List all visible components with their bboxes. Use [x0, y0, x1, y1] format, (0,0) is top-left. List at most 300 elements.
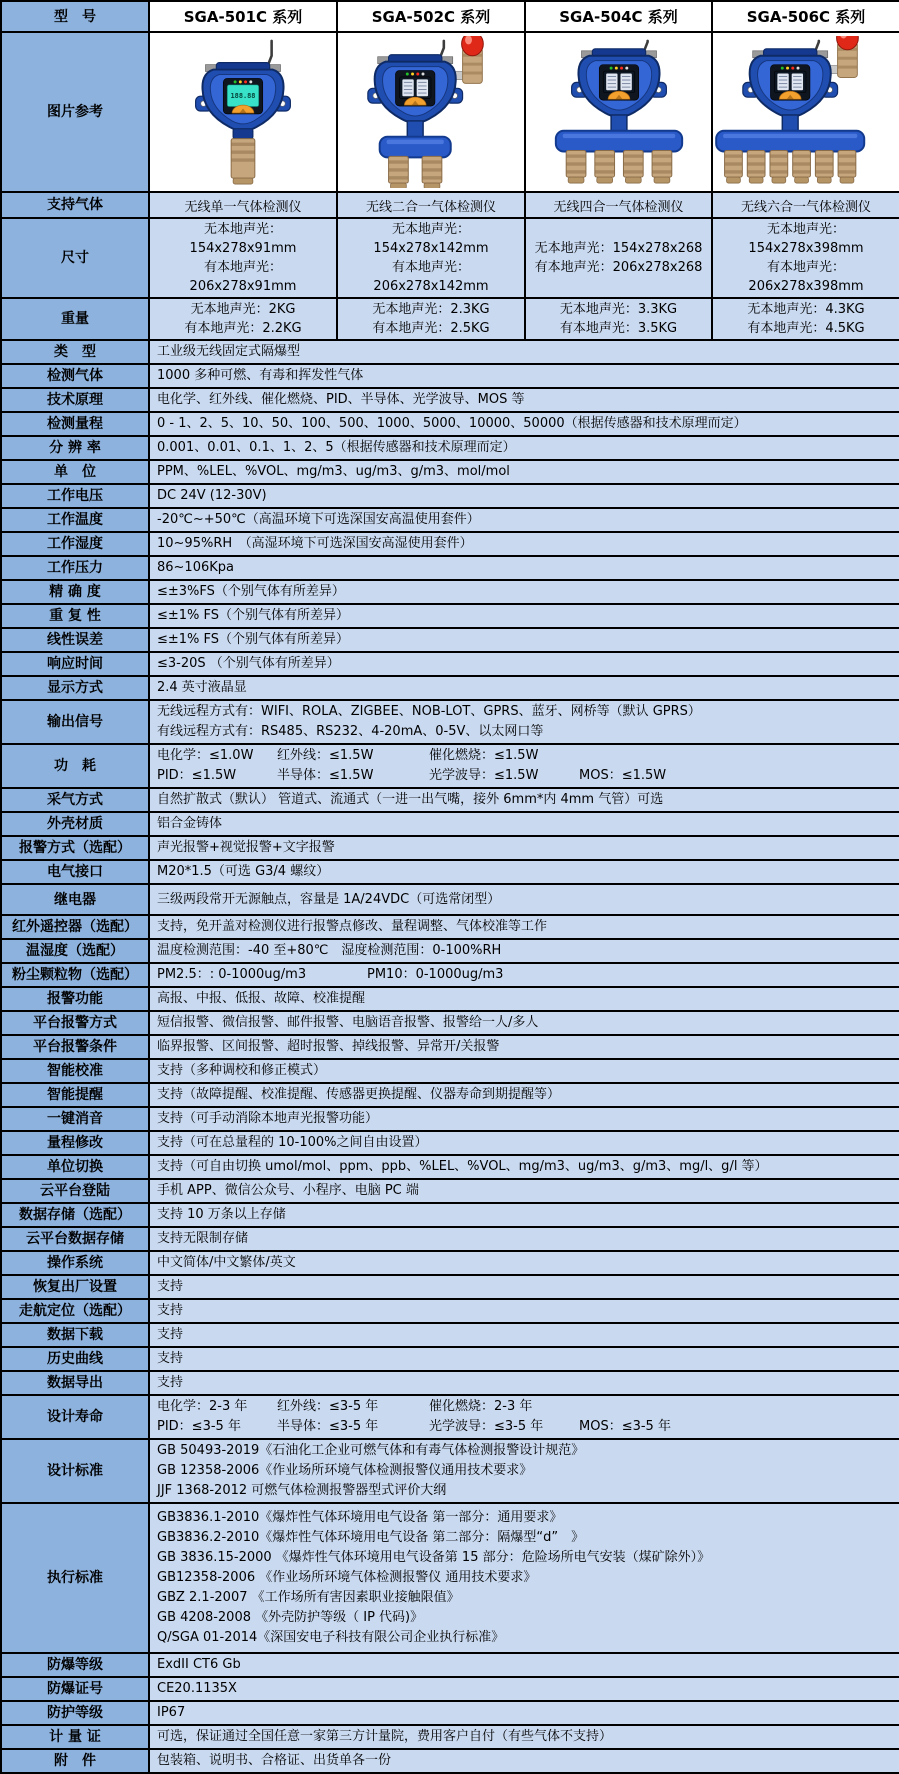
spec-value-cell: [149, 860, 899, 884]
spec-value-line: [157, 1157, 892, 1177]
spec-value-segment: ≤±1% FS（个别气体有所差异）: [157, 608, 350, 623]
spec-value-segment: 2.4 英寸液晶显: [157, 680, 247, 695]
image-row-label: 图片参考: [1, 32, 149, 192]
weight-row-value: 有本地声光：2.2KG: [184, 321, 302, 336]
spec-value-line: [157, 462, 892, 482]
model-header-2: SGA-502C 系列: [337, 1, 525, 32]
spec-value-cell: [149, 436, 899, 460]
weight-row-cell: [149, 298, 337, 340]
spec-value-cell: [149, 1677, 899, 1701]
spec-value-cell: [149, 939, 899, 963]
spec-row: [1, 1323, 899, 1347]
spec-row: [1, 508, 899, 532]
size-row-value: 无本地声光：154x278x91mm: [189, 222, 297, 256]
spec-row: [1, 604, 899, 628]
spec-value-segment: ExdII CT6 Gb: [157, 1657, 241, 1672]
spec-value-cell: [149, 388, 899, 412]
spec-value-cell: [149, 532, 899, 556]
spec-value-cell: [149, 484, 899, 508]
spec-value-segment: 支持: [157, 1327, 184, 1342]
spec-row: [1, 1701, 899, 1725]
spec-table-body: [1, 1, 899, 1773]
spec-value-segment: M20*1.5（可选 G3/4 螺纹）: [157, 864, 330, 879]
spec-value-cell: [149, 1701, 899, 1725]
spec-row: [1, 676, 899, 700]
spec-value-segment: 支持（可自由切换 umol/mol、ppm、ppb、%LEL、%VOL、mg/m3、ug/m3、g/m3、mg/l、g/l 等）: [157, 1159, 768, 1174]
spec-value-segment: CE20.1135X: [157, 1681, 237, 1696]
spec-row-label: 电气接口: [1, 860, 149, 884]
spec-value-line: [157, 1608, 892, 1628]
spec-row-label: 工作温度: [1, 508, 149, 532]
spec-value-segment: 支持，免开盖对检测仪进行报警点修改、量程调整、气体校准等工作: [157, 919, 548, 934]
spec-value-cell: [149, 915, 899, 939]
spec-value-line: [157, 486, 892, 506]
spec-row: [1, 484, 899, 508]
spec-row: [1, 860, 899, 884]
spec-row-label: 报警方式（选配）: [1, 836, 149, 860]
spec-row: [1, 812, 899, 836]
spec-value-segment: 中文简体/中文繁体/英文: [157, 1255, 296, 1270]
weight-row-cell: [525, 298, 712, 340]
spec-value-line: [157, 1325, 892, 1345]
spec-row-label: 类 型: [1, 340, 149, 364]
spec-value-cell: [149, 364, 899, 388]
spec-value-cell: [149, 1653, 899, 1677]
spec-value-segment: GB3836.2-2010《爆炸性气体环境用电气设备 第二部分：隔爆型“d” 》: [157, 1530, 585, 1545]
spec-value-cell: [149, 508, 899, 532]
spec-value-line: [157, 630, 892, 650]
spec-value-cell: [149, 987, 899, 1011]
size-row-cell: [712, 218, 899, 298]
size-row: [1, 218, 899, 298]
spec-value-segment: 电化学：≤1.0W: [157, 748, 254, 763]
model-row-label: 型 号: [1, 1, 149, 32]
spec-value-segment: ≤3-20S （个别气体有所差异）: [157, 656, 340, 671]
spec-row-label: 单 位: [1, 460, 149, 484]
spec-value-line: [157, 766, 892, 786]
spec-row: [1, 939, 899, 963]
size-row-value: 无本地声光：154x278x268: [534, 241, 703, 256]
spec-value-segment: IP67: [157, 1705, 186, 1720]
spec-row: [1, 700, 899, 744]
spec-value-line: [157, 1013, 892, 1033]
spec-row: [1, 915, 899, 939]
device-image-cell-3: [525, 32, 712, 192]
spec-value-line: [157, 1229, 892, 1249]
gas-detector-product-image: [338, 36, 524, 188]
spec-value-segment: ≤±3%FS（个别气体有所差异）: [157, 584, 345, 599]
spec-value-cell: [149, 788, 899, 812]
supported-gas-row: [1, 192, 899, 218]
spec-value-line: [157, 438, 892, 458]
spec-row-label: 操作系统: [1, 1251, 149, 1275]
spec-value-segment: 86~106Kpa: [157, 560, 234, 575]
spec-value-cell: [149, 1035, 899, 1059]
spec-value-cell: [149, 1275, 899, 1299]
spec-value-cell: [149, 1749, 899, 1773]
spec-value-line: [157, 558, 892, 578]
spec-value-cell: [149, 1323, 899, 1347]
spec-value-cell: [149, 1251, 899, 1275]
spec-value-segment: GB 12358-2006《作业场所环境气体检测报警仪通用技术要求》: [157, 1463, 533, 1478]
gas-detector-product-image: [713, 36, 899, 188]
spec-row-label: 云平台数据存储: [1, 1227, 149, 1251]
spec-value-line: [157, 1528, 892, 1548]
model-header-3: SGA-504C 系列: [525, 1, 712, 32]
spec-row: [1, 460, 899, 484]
size-row-cell: [337, 218, 525, 298]
weight-row-value: 无本地声光：3.3KG: [559, 302, 678, 317]
spec-value-line: [157, 746, 892, 766]
spec-value-segment: 临界报警、区间报警、超时报警、掉线报警、异常开/关报警: [157, 1039, 500, 1054]
spec-value-segment: 0.001、0.01、0.1、1、2、5（根据传感器和技术原理而定）: [157, 440, 516, 455]
spec-row-label: 分 辨 率: [1, 436, 149, 460]
spec-row: [1, 412, 899, 436]
spec-row: [1, 1749, 899, 1773]
spec-row-label: 粉尘颗粒物（选配）: [1, 963, 149, 987]
spec-value-segment: 电化学、红外线、催化燃烧、PID、半导体、光学波导、MOS 等: [157, 392, 525, 407]
spec-value-line: [157, 1548, 892, 1568]
spec-value-line: [157, 1481, 892, 1501]
spec-row: [1, 1299, 899, 1323]
gas-detector-product-image: [150, 36, 336, 188]
size-row-label: 尺寸: [1, 218, 149, 298]
weight-row-cell: [337, 298, 525, 340]
supported-gas-value: 无线单一气体检测仪: [149, 192, 337, 218]
spec-row: [1, 884, 899, 915]
spec-value-segment: JJF 1368-2012 可燃气体检测报警器型式评价大纲: [157, 1483, 447, 1498]
spec-value-line: [157, 1628, 892, 1648]
spec-row-label: 数据导出: [1, 1371, 149, 1395]
spec-value-segment: 0 - 1、2、5、10、50、100、500、1000、5000、10000、50000（根据传感器和技术原理而定）: [157, 416, 747, 431]
spec-value-segment: 工业级无线固定式隔爆型: [157, 344, 301, 359]
spec-value-cell: [149, 1083, 899, 1107]
spec-value-segment: 短信报警、微信报警、邮件报警、电脑语音报警、报警给一人/多人: [157, 1015, 539, 1030]
spec-value-segment: 红外线：≤3-5 年: [277, 1399, 379, 1414]
spec-row-label: 检测气体: [1, 364, 149, 388]
spec-row-label: 功 耗: [1, 744, 149, 788]
spec-row: [1, 1011, 899, 1035]
spec-value-segment: PM2.5：: 0-1000ug/m3: [157, 967, 307, 982]
spec-value-segment: 三级两段常开无源触点，容量是 1A/24VDC（可选常闭型）: [157, 891, 501, 907]
supported-gas-value: 无线二合一气体检测仪: [337, 192, 525, 218]
spec-row: [1, 436, 899, 460]
spec-row-label: 数据下载: [1, 1323, 149, 1347]
spec-value-line: [157, 1037, 892, 1057]
spec-value-segment: 支持 10 万条以上存储: [157, 1207, 286, 1222]
spec-value-segment: 红外线：≤1.5W: [277, 748, 374, 763]
spec-row: [1, 1035, 899, 1059]
supported-gas-value: 无线四合一气体检测仪: [525, 192, 712, 218]
spec-value-segment: 自然扩散式（默认） 管道式、流通式（一进一出气嘴，接外 6mm*内 4mm 气管）可选: [157, 792, 664, 807]
svg-text:188.88: 188.88: [230, 92, 256, 101]
spec-row: [1, 1107, 899, 1131]
spec-value-segment: 支持（故障提醒、校准提醒、传感器更换提醒、仪器寿命到期提醒等）: [157, 1087, 561, 1102]
spec-value-segment: GB12358-2006 《作业场所环境气体检测报警仪 通用技术要求》: [157, 1570, 537, 1585]
spec-row: [1, 364, 899, 388]
spec-value-line: [157, 1588, 892, 1608]
spec-value-cell: [149, 580, 899, 604]
spec-row-label: 平台报警方式: [1, 1011, 149, 1035]
gas-detector-product-image: [526, 36, 712, 188]
spec-value-cell: [149, 836, 899, 860]
spec-value-line: [157, 917, 892, 937]
spec-row: [1, 556, 899, 580]
spec-value-cell: [149, 812, 899, 836]
spec-row-label: 智能校准: [1, 1059, 149, 1083]
spec-value-line: [157, 390, 892, 410]
spec-value-cell: [149, 1503, 899, 1653]
spec-row: [1, 580, 899, 604]
spec-value-line: [157, 702, 892, 722]
spec-value-segment: MOS：≤3-5 年: [579, 1419, 671, 1434]
spec-value-segment: 支持: [157, 1279, 184, 1294]
spec-value-cell: [149, 556, 899, 580]
spec-value-line: [157, 1109, 892, 1129]
spec-row-label: 计 量 证: [1, 1725, 149, 1749]
spec-value-segment: 支持: [157, 1375, 184, 1390]
spec-value-cell: [149, 1299, 899, 1323]
spec-value-line: [157, 989, 892, 1009]
spec-row: [1, 1179, 899, 1203]
spec-value-line: [157, 534, 892, 554]
spec-value-line: [157, 1061, 892, 1081]
spec-value-line: [157, 1397, 892, 1417]
spec-value-line: [157, 1301, 892, 1321]
spec-row-label: 单位切换: [1, 1155, 149, 1179]
spec-row: [1, 788, 899, 812]
spec-value-line: [157, 1133, 892, 1153]
size-row-value: 有本地声光：206x278x398mm: [748, 260, 864, 294]
spec-row-label: 外壳材质: [1, 812, 149, 836]
spec-value-cell: [149, 744, 899, 788]
spec-value-segment: 半导体：≤3-5 年: [277, 1419, 379, 1434]
size-row-value: 有本地声光：206x278x268: [534, 260, 703, 275]
spec-value-segment: 声光报警+视觉报警+文字报警: [157, 840, 335, 855]
spec-row-label: 报警功能: [1, 987, 149, 1011]
spec-value-cell: [149, 1227, 899, 1251]
spec-value-segment: -20℃~+50℃（高温环境下可选深国安高温使用套件）: [157, 512, 480, 527]
spec-value-cell: [149, 412, 899, 436]
spec-row: [1, 963, 899, 987]
spec-value-line: [157, 814, 892, 834]
spec-value-cell: [149, 1131, 899, 1155]
spec-value-segment: 手机 APP、微信公众号、小程序、电脑 PC 端: [157, 1183, 419, 1198]
spec-value-segment: 催化燃烧：≤1.5W: [429, 748, 539, 763]
spec-value-segment: GB 3836.15-2000 《爆炸性气体环境用电气设备第 15 部分：危险场所电气安装（煤矿除外）》: [157, 1550, 711, 1565]
spec-row-label: 恢复出厂设置: [1, 1275, 149, 1299]
spec-value-line: [157, 862, 892, 882]
spec-value-segment: 催化燃烧：2-3 年: [429, 1399, 533, 1414]
spec-row-label: 执行标准: [1, 1503, 149, 1653]
spec-value-segment: 温度检测范围：-40 至+80℃ 湿度检测范围：0-100%RH: [157, 943, 502, 958]
spec-value-segment: 半导体：≤1.5W: [277, 768, 374, 783]
spec-value-cell: [149, 884, 899, 915]
spec-value-line: [157, 1417, 892, 1437]
spec-value-cell: [149, 1011, 899, 1035]
spec-row-label: 附 件: [1, 1749, 149, 1773]
spec-value-segment: 电化学：2-3 年: [157, 1399, 248, 1414]
spec-value-line: [157, 1679, 892, 1699]
size-row-value: 无本地声光：154x278x398mm: [748, 222, 864, 256]
spec-value-segment: MOS：≤1.5W: [579, 768, 667, 783]
spec-row-label: 技术原理: [1, 388, 149, 412]
spec-value-segment: DC 24V (12-30V): [157, 488, 267, 503]
spec-value-line: [157, 1205, 892, 1225]
spec-value-line: [157, 1655, 892, 1675]
spec-row-label: 防爆证号: [1, 1677, 149, 1701]
spec-value-segment: 有线远程方式有：RS485、RS232、4-20mA、0-5V、以太网口等: [157, 724, 544, 739]
spec-value-segment: 支持（多种调校和修正模式）: [157, 1063, 327, 1078]
device-image-cell-4: [712, 32, 899, 192]
spec-value-segment: PM10：0-1000ug/m3: [367, 967, 504, 982]
spec-row-label: 数据存储（选配）: [1, 1203, 149, 1227]
spec-row-label: 输出信号: [1, 700, 149, 744]
spec-row: [1, 1131, 899, 1155]
spec-row: [1, 340, 899, 364]
spec-value-cell: [149, 1107, 899, 1131]
spec-row: [1, 532, 899, 556]
spec-row: [1, 1725, 899, 1749]
spec-row: [1, 1371, 899, 1395]
spec-value-cell: [149, 1725, 899, 1749]
spec-value-cell: [149, 1347, 899, 1371]
spec-row-label: 平台报警条件: [1, 1035, 149, 1059]
spec-value-segment: PPM、%LEL、%VOL、mg/m3、ug/m3、g/m3、mol/mol: [157, 464, 510, 479]
spec-row-label: 检测量程: [1, 412, 149, 436]
spec-value-segment: 支持无限制存储: [157, 1231, 249, 1246]
spec-value-line: [157, 838, 892, 858]
spec-value-segment: 铝合金铸体: [157, 816, 223, 831]
spec-row-label: 设计标准: [1, 1439, 149, 1503]
spec-value-line: [157, 1253, 892, 1273]
spec-row-label: 走航定位（选配）: [1, 1299, 149, 1323]
spec-value-line: [157, 1181, 892, 1201]
spec-row-label: 设计寿命: [1, 1395, 149, 1439]
spec-value-line: [157, 722, 892, 742]
spec-value-line: [157, 414, 892, 434]
image-reference-row: [1, 32, 899, 192]
spec-value-line: [157, 606, 892, 626]
spec-value-segment: PID：≤3-5 年: [157, 1419, 241, 1434]
spec-value-segment: GB 4208-2008 《外壳防护等级（ IP 代码)》: [157, 1610, 424, 1625]
spec-value-cell: [149, 700, 899, 744]
spec-row: [1, 1227, 899, 1251]
spec-row-label: 精 确 度: [1, 580, 149, 604]
spec-value-line: [157, 1703, 892, 1723]
spec-value-segment: 包装箱、说明书、合格证、出货单各一份: [157, 1753, 392, 1768]
spec-value-segment: 光学波导：≤3-5 年: [429, 1419, 544, 1434]
spec-value-segment: 支持（可在总量程的 10-100%之间自由设置）: [157, 1135, 428, 1150]
spec-value-line: [157, 1085, 892, 1105]
spec-row: [1, 1439, 899, 1503]
spec-value-cell: [149, 1371, 899, 1395]
weight-row-cell: [712, 298, 899, 340]
spec-value-segment: GB3836.1-2010《爆炸性气体环境用电气设备 第一部分：通用要求》: [157, 1510, 563, 1525]
spec-value-cell: [149, 652, 899, 676]
spec-value-segment: 高报、中报、低报、故障、校准提醒: [157, 991, 366, 1006]
spec-value-segment: 可选，保证通过全国任意一家第三方计量院，费用客户自付（有些气体不支持）: [157, 1729, 613, 1744]
spec-value-line: [157, 1508, 892, 1528]
spec-row-label: 响应时间: [1, 652, 149, 676]
spec-row: [1, 1653, 899, 1677]
weight-row-value: 无本地声光：2.3KG: [372, 302, 490, 317]
spec-row: [1, 388, 899, 412]
weight-row-value: 有本地声光：2.5KG: [372, 321, 490, 336]
weight-row-value: 有本地声光：4.5KG: [747, 321, 865, 336]
spec-value-line: [157, 678, 892, 698]
size-row-cell: [149, 218, 337, 298]
spec-value-line: [157, 366, 892, 386]
spec-row-label: 温湿度（选配）: [1, 939, 149, 963]
weight-row-value: 无本地声光：4.3KG: [747, 302, 865, 317]
spec-row-label: 一键消音: [1, 1107, 149, 1131]
spec-value-line: [157, 582, 892, 602]
spec-value-line: [157, 654, 892, 674]
spec-row-label: 重 复 性: [1, 604, 149, 628]
spec-value-segment: 1000 多种可燃、有毒和挥发性气体: [157, 368, 364, 383]
spec-value-cell: [149, 676, 899, 700]
spec-value-segment: 支持: [157, 1303, 184, 1318]
spec-row-label: 量程修改: [1, 1131, 149, 1155]
spec-row-label: 历史曲线: [1, 1347, 149, 1371]
spec-row: [1, 1275, 899, 1299]
spec-row-label: 红外遥控器（选配）: [1, 915, 149, 939]
supported-gas-value: 无线六合一气体检测仪: [712, 192, 899, 218]
model-header-1: SGA-501C 系列: [149, 1, 337, 32]
spec-row: [1, 628, 899, 652]
spec-row: [1, 1395, 899, 1439]
spec-row: [1, 1347, 899, 1371]
spec-row: [1, 987, 899, 1011]
spec-row: [1, 744, 899, 788]
spec-value-line: [157, 1349, 892, 1369]
size-row-value: 有本地声光：206x278x142mm: [373, 260, 489, 294]
weight-row-value: 无本地声光：2KG: [190, 302, 296, 317]
weight-row: [1, 298, 899, 340]
spec-row-label: 防护等级: [1, 1701, 149, 1725]
spec-row: [1, 1059, 899, 1083]
spec-value-line: [157, 941, 892, 961]
spec-value-line: [157, 1727, 892, 1747]
spec-value-cell: [149, 340, 899, 364]
spec-value-cell: [149, 963, 899, 987]
spec-row-label: 采气方式: [1, 788, 149, 812]
spec-value-segment: GB 50493-2019《石油化工企业可燃气体和有毒气体检测报警设计规范》: [157, 1443, 585, 1458]
size-row-value: 有本地声光：206x278x91mm: [189, 260, 297, 294]
device-image-cell-1: [149, 32, 337, 192]
spec-value-segment: 光学波导：≤1.5W: [429, 768, 539, 783]
spec-row-label: 显示方式: [1, 676, 149, 700]
size-row-value: 无本地声光：154x278x142mm: [373, 222, 489, 256]
spec-value-line: [157, 965, 892, 985]
weight-row-value: 有本地声光：3.5KG: [559, 321, 678, 336]
spec-value-line: [157, 1568, 892, 1588]
spec-value-cell: [149, 1179, 899, 1203]
spec-row: [1, 1677, 899, 1701]
spec-row-label: 云平台登陆: [1, 1179, 149, 1203]
spec-value-segment: ≤±1% FS（个别气体有所差异）: [157, 632, 350, 647]
model-header-row: [1, 1, 899, 32]
spec-row-label: 工作电压: [1, 484, 149, 508]
spec-row-label: 工作湿度: [1, 532, 149, 556]
spec-row-label: 线性误差: [1, 628, 149, 652]
spec-row: [1, 1503, 899, 1653]
spec-row: [1, 1203, 899, 1227]
spec-value-cell: [149, 1059, 899, 1083]
spec-value-cell: [149, 604, 899, 628]
spec-value-line: [157, 510, 892, 530]
